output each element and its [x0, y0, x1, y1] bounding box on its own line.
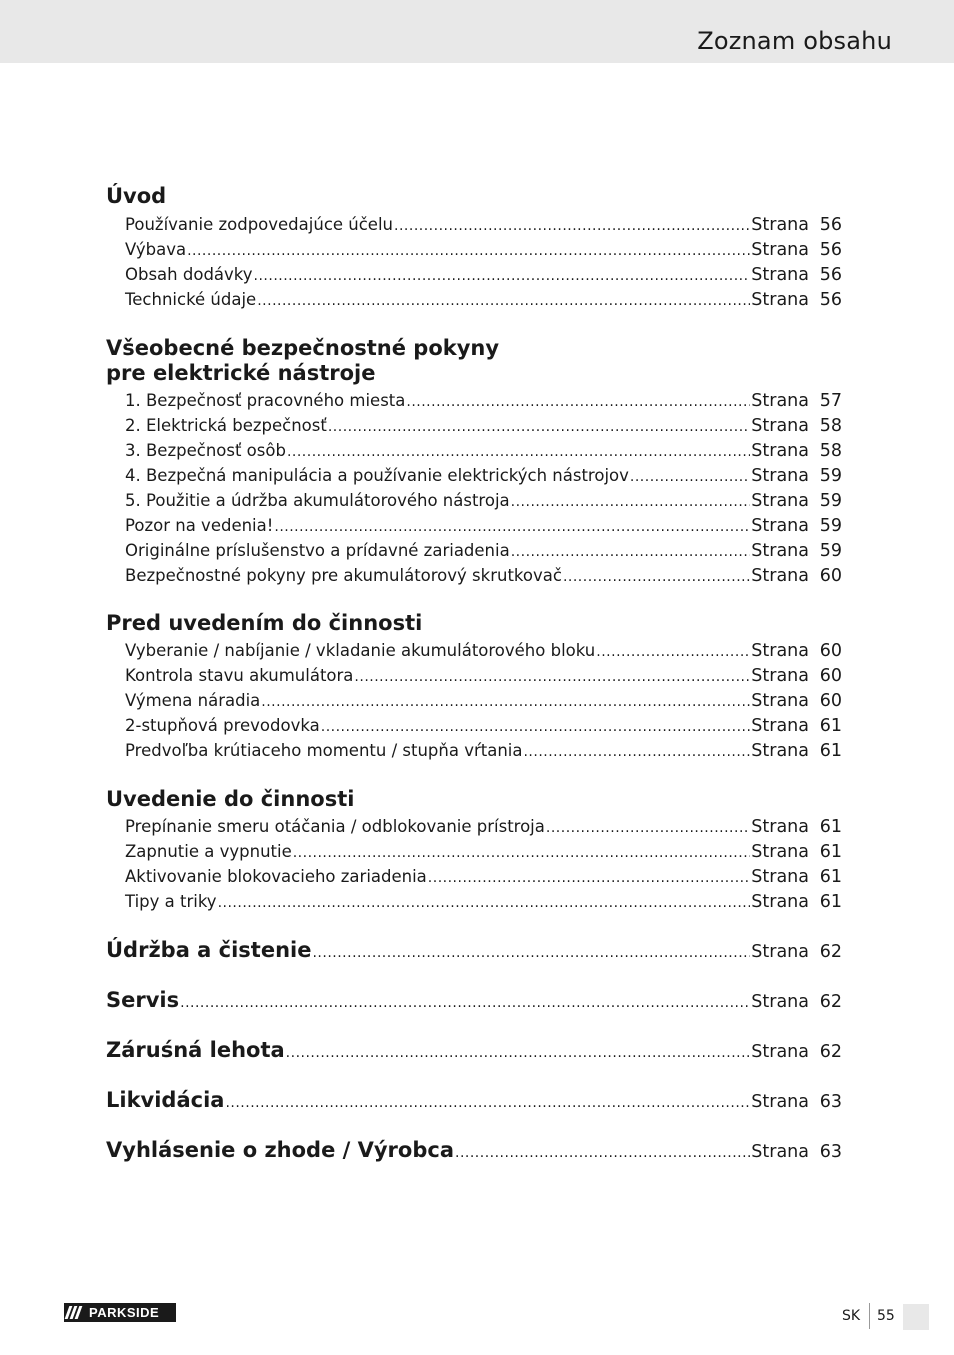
footer-box [903, 1304, 929, 1330]
toc-entry-label: Tipy a triky [125, 892, 217, 911]
toc-entry[interactable] [125, 713, 842, 738]
toc-page-number: 61 [819, 867, 842, 887]
toc-dot-leader [218, 891, 751, 916]
toc-entry-label: Predvoľba krútiaceho momentu / stupňa vŕtania [125, 741, 523, 760]
toc-page-number: 63 [819, 1092, 842, 1112]
toc-page-number: 56 [819, 240, 842, 260]
toc-page-number: 63 [819, 1142, 842, 1162]
toc-entry-label: Prepínanie smeru otáčania / odblokovanie prístroja [125, 817, 545, 836]
toc-page-number: 60 [819, 641, 842, 661]
toc-entry-label: Záruśná lehota [106, 1038, 285, 1062]
toc-entry-label: Používanie zodpovedajúce účelu [125, 215, 394, 234]
toc-page-word: Strana [751, 416, 809, 436]
toc-dot-leader [257, 289, 750, 314]
toc-dot-leader [187, 239, 750, 264]
toc-dot-leader [406, 390, 750, 415]
toc-main-entry[interactable] [106, 1035, 842, 1065]
toc-entry[interactable] [125, 287, 842, 312]
toc-page-number: 59 [819, 491, 842, 511]
toc-main-entry[interactable] [106, 985, 842, 1015]
toc-entry-label: 2. Elektrická bezpečnosť [125, 416, 327, 435]
toc-page-number: 62 [819, 942, 842, 962]
toc-main-entry[interactable] [106, 935, 842, 965]
toc-entry-label: Servis [106, 988, 180, 1012]
toc-page-word: Strana [751, 290, 809, 310]
toc-page-number: 61 [819, 892, 842, 912]
toc-page-number: 61 [819, 741, 842, 761]
toc-page-word: Strana [751, 215, 809, 235]
toc-page-word: Strana [751, 867, 809, 887]
toc-entry[interactable] [125, 488, 842, 513]
toc-page-word: Strana [751, 992, 809, 1012]
toc-entry[interactable] [125, 839, 842, 864]
section-heading: Uvedenie do činnosti [106, 787, 355, 811]
toc-entry[interactable] [125, 638, 842, 663]
toc-page-number: 61 [819, 716, 842, 736]
toc-entry[interactable] [125, 814, 842, 839]
toc-dot-leader [261, 690, 750, 715]
toc-dot-leader [254, 264, 751, 289]
toc-page-number: 60 [819, 691, 842, 711]
toc-page-word: Strana [751, 1142, 809, 1162]
toc-entry-label: Bezpečnostné pokyny pre akumulátorový skrutkovač [125, 566, 562, 585]
toc-entry[interactable] [125, 864, 842, 889]
toc-page-word: Strana [751, 240, 809, 260]
toc-page-number: 60 [819, 566, 842, 586]
toc-entry-label: 2-stupňová prevodovka [125, 716, 320, 735]
toc-page-number: 62 [819, 1042, 842, 1062]
toc-page-word: Strana [751, 566, 809, 586]
toc-dot-leader [293, 841, 751, 866]
toc-entry[interactable] [125, 262, 842, 287]
toc-dot-leader [394, 214, 750, 239]
toc-page-number: 56 [819, 215, 842, 235]
toc-entry[interactable] [125, 438, 842, 463]
toc-entry-label: Technické údaje [125, 290, 257, 309]
toc-page-number: 62 [819, 992, 842, 1012]
toc-page-number: 59 [819, 541, 842, 561]
toc-dot-leader [630, 465, 750, 490]
toc-page-number: 60 [819, 666, 842, 686]
toc-page-word: Strana [751, 942, 809, 962]
toc-dot-leader [180, 988, 750, 1018]
toc-dot-leader [354, 665, 750, 690]
toc-entry-label: Aktivovanie blokovacieho zariadenia [125, 867, 427, 886]
toc-entry-label: 1. Bezpečnosť pracovného miesta [125, 391, 406, 410]
toc-dot-leader [321, 715, 751, 740]
toc-dot-leader [286, 1038, 751, 1068]
toc-page-word: Strana [751, 641, 809, 661]
section-heading: Pred uvedením do činnosti [106, 611, 423, 635]
toc-dot-leader [511, 540, 751, 565]
page-title: Zoznam obsahu [697, 27, 892, 55]
toc-entry[interactable] [125, 738, 842, 763]
logo-text: PARKSIDE [89, 1305, 160, 1320]
section-heading: pre elektrické nástroje [106, 361, 376, 385]
toc-entry[interactable] [125, 889, 842, 914]
toc-page-word: Strana [751, 817, 809, 837]
toc-dot-leader [523, 740, 750, 765]
toc-entry[interactable] [125, 538, 842, 563]
toc-entry-label: Vyberanie / nabíjanie / vkladanie akumulátorového bloku [125, 641, 596, 660]
toc-page-number: 61 [819, 817, 842, 837]
toc-page-word: Strana [751, 842, 809, 862]
toc-entry[interactable] [125, 413, 842, 438]
toc-entry-label: Údržba a čistenie [106, 938, 312, 962]
toc-dot-leader [511, 490, 751, 515]
toc-page-number: 59 [819, 516, 842, 536]
toc-page-word: Strana [751, 391, 809, 411]
toc-page-word: Strana [751, 466, 809, 486]
toc-dot-leader [328, 415, 750, 440]
toc-entry-label: Výmena náradia [125, 691, 261, 710]
toc-page-word: Strana [751, 691, 809, 711]
toc-page-word: Strana [751, 1092, 809, 1112]
toc-entry-label: 3. Bezpečnosť osôb [125, 441, 286, 460]
footer-language: SK [842, 1308, 861, 1324]
toc-page-word: Strana [751, 666, 809, 686]
toc-page-word: Strana [751, 265, 809, 285]
toc-page-word: Strana [751, 541, 809, 561]
toc-entry[interactable] [125, 563, 842, 588]
toc-page-word: Strana [751, 716, 809, 736]
toc-page-word: Strana [751, 741, 809, 761]
toc-entry-label: Vyhlásenie o zhode / Výrobca [106, 1138, 454, 1162]
toc-entry-label: Výbava [125, 240, 187, 259]
toc-page-word: Strana [751, 441, 809, 461]
toc-page-number: 59 [819, 466, 842, 486]
toc-entry-label: Pozor na vedenia! [125, 516, 274, 535]
footer-divider [869, 1303, 870, 1329]
toc-dot-leader [563, 565, 750, 590]
toc-entry[interactable] [125, 513, 842, 538]
toc-entry[interactable] [125, 388, 842, 413]
toc-dot-leader [225, 1088, 750, 1118]
toc-page-word: Strana [751, 491, 809, 511]
toc-page-word: Strana [751, 516, 809, 536]
toc-dot-leader [287, 440, 750, 465]
toc-entry-label: Obsah dodávky [125, 265, 253, 284]
toc-page-number: 58 [819, 441, 842, 461]
toc-entry-label: 4. Bezpečná manipulácia a používanie elektrických nástrojov [125, 466, 629, 485]
toc-entry-label: Likvidácia [106, 1088, 225, 1112]
toc-dot-leader [546, 816, 750, 841]
toc-entry[interactable] [125, 463, 842, 488]
toc-dot-leader [455, 1138, 750, 1168]
section-heading: Všeobecné bezpečnostné pokyny [106, 336, 500, 360]
table-of-contents [106, 0, 842, 1200]
toc-dot-leader [312, 938, 750, 968]
logo-stripes-icon [64, 1303, 89, 1322]
toc-entry[interactable] [125, 237, 842, 262]
toc-main-entry[interactable] [106, 1135, 842, 1165]
toc-entry[interactable] [125, 688, 842, 713]
toc-main-entry[interactable] [106, 1085, 842, 1115]
toc-entry-label: Kontrola stavu akumulátora [125, 666, 354, 685]
toc-page-number: 57 [819, 391, 842, 411]
toc-dot-leader [428, 866, 750, 891]
footer-page-number: 55 [877, 1308, 895, 1324]
toc-page-word: Strana [751, 892, 809, 912]
toc-page-number: 61 [819, 842, 842, 862]
toc-dot-leader [274, 515, 750, 540]
section-heading: Úvod [106, 184, 167, 208]
toc-entry-label: 5. Použitie a údržba akumulátorového nástroja [125, 491, 510, 510]
toc-page-number: 56 [819, 265, 842, 285]
toc-entry-label: Zapnutie a vypnutie [125, 842, 292, 861]
toc-page-word: Strana [751, 1042, 809, 1062]
toc-entry[interactable] [125, 663, 842, 688]
toc-entry[interactable] [125, 212, 842, 237]
parkside-logo [64, 1303, 176, 1322]
toc-page-number: 56 [819, 290, 842, 310]
toc-page-number: 58 [819, 416, 842, 436]
toc-dot-leader [596, 640, 750, 665]
toc-entry-label: Originálne príslušenstvo a prídavné zariadenia [125, 541, 510, 560]
